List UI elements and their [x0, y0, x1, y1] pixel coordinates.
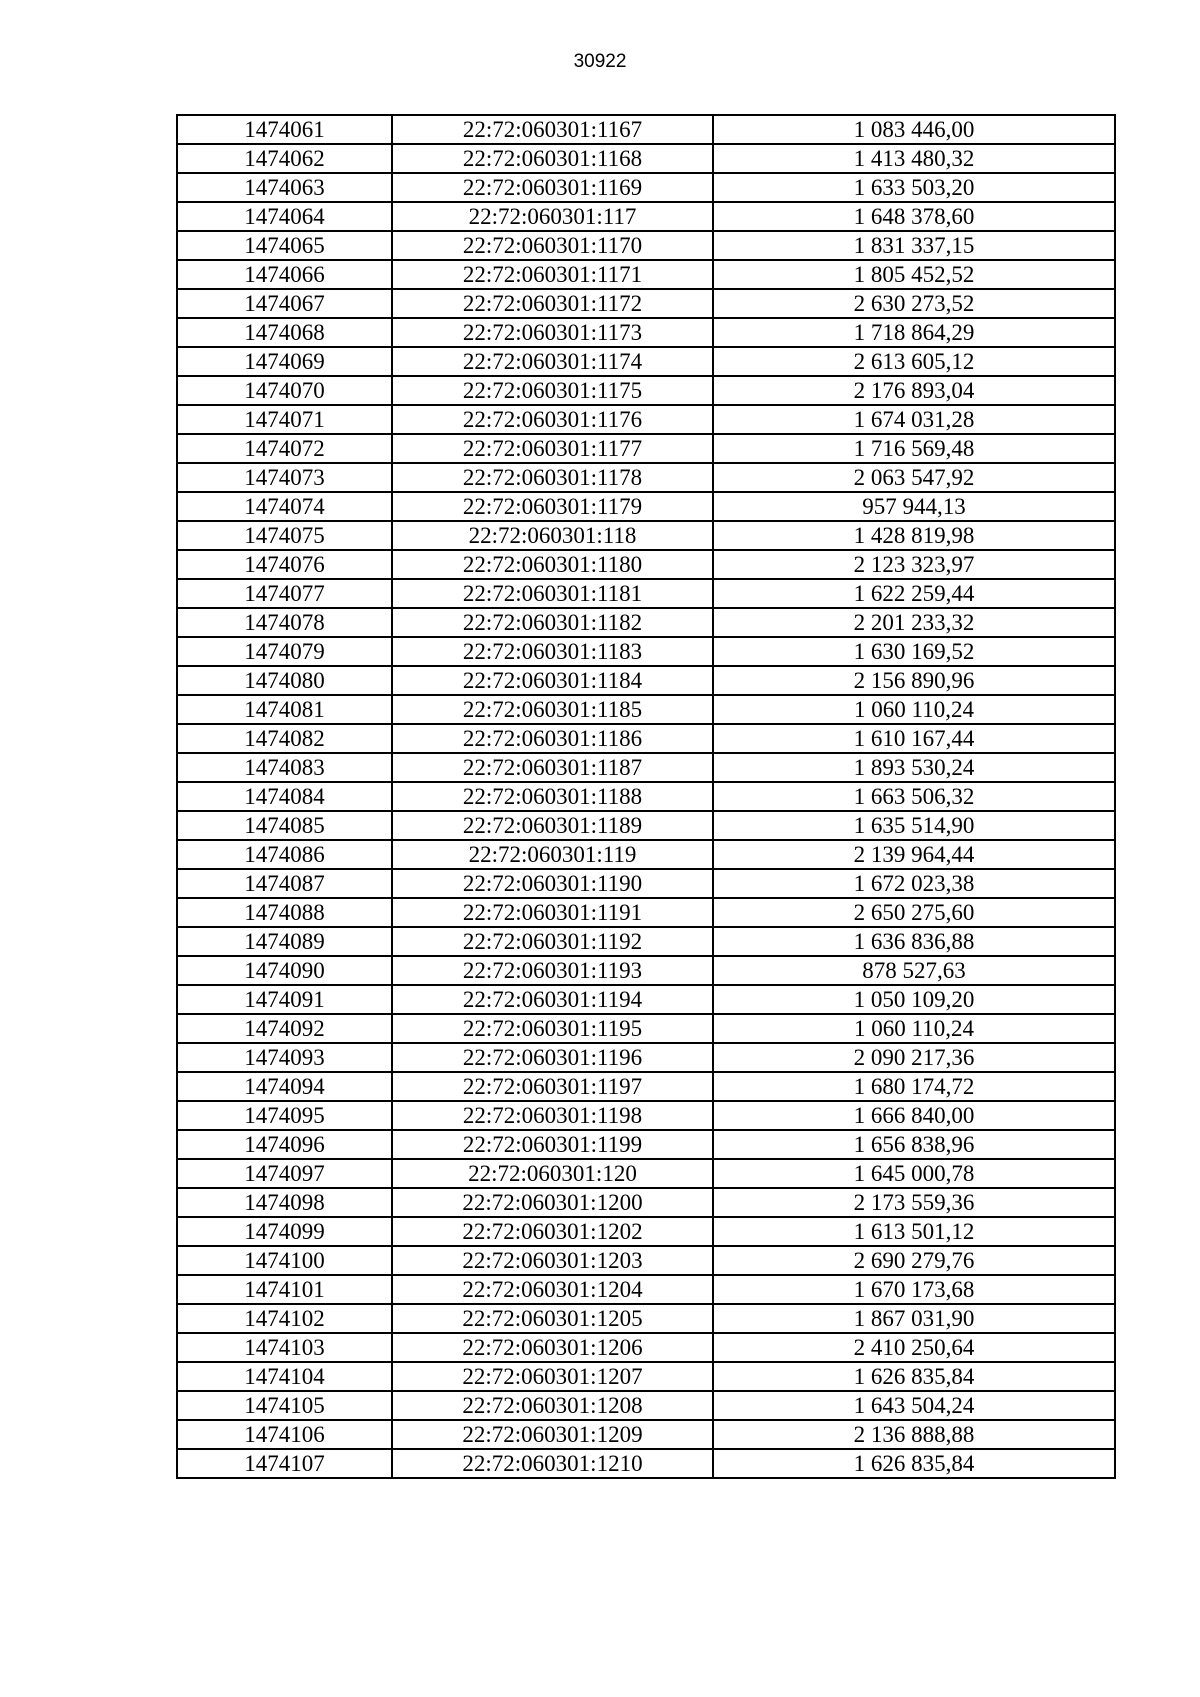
row-number-cell: 1474100: [177, 1246, 392, 1275]
cadastral-value-cell: 1 083 446,00: [713, 115, 1115, 144]
cadastral-value-cell: 1 630 169,52: [713, 637, 1115, 666]
cadastral-number-cell: 22:72:060301:1186: [392, 724, 713, 753]
row-number-cell: 1474090: [177, 956, 392, 985]
cadastral-value-cell: 2 410 250,64: [713, 1333, 1115, 1362]
cadastral-value-cell: 1 060 110,24: [713, 1014, 1115, 1043]
cadastral-number-cell: 22:72:060301:1190: [392, 869, 713, 898]
cadastral-value-cell: 1 893 530,24: [713, 753, 1115, 782]
table-row: [177, 405, 1115, 434]
cadastral-number-cell: 22:72:060301:1195: [392, 1014, 713, 1043]
row-number-cell: 1474067: [177, 289, 392, 318]
cadastral-value-cell: 2 090 217,36: [713, 1043, 1115, 1072]
cadastral-number-cell: 22:72:060301:1180: [392, 550, 713, 579]
row-number-cell: 1474062: [177, 144, 392, 173]
cadastral-value-cell: 1 680 174,72: [713, 1072, 1115, 1101]
cadastral-number-cell: 22:72:060301:1179: [392, 492, 713, 521]
table-row: [177, 1275, 1115, 1304]
cadastral-value-cell: 1 670 173,68: [713, 1275, 1115, 1304]
table-row: [177, 1217, 1115, 1246]
table-row: [177, 463, 1115, 492]
cadastral-value-cell: 957 944,13: [713, 492, 1115, 521]
row-number-cell: 1474096: [177, 1130, 392, 1159]
cadastral-number-cell: 22:72:060301:1192: [392, 927, 713, 956]
table-row: [177, 144, 1115, 173]
cadastral-number-cell: 22:72:060301:1175: [392, 376, 713, 405]
cadastral-number-cell: 22:72:060301:1171: [392, 260, 713, 289]
cadastral-number-cell: 22:72:060301:1167: [392, 115, 713, 144]
cadastral-value-cell: 1 060 110,24: [713, 695, 1115, 724]
table-row: [177, 869, 1115, 898]
row-number-cell: 1474093: [177, 1043, 392, 1072]
cadastral-value-cell: 1 626 835,84: [713, 1362, 1115, 1391]
row-number-cell: 1474095: [177, 1101, 392, 1130]
cadastral-value-cell: 1 674 031,28: [713, 405, 1115, 434]
cadastral-value-cell: 2 613 605,12: [713, 347, 1115, 376]
cadastral-number-cell: 22:72:060301:1168: [392, 144, 713, 173]
row-number-cell: 1474078: [177, 608, 392, 637]
row-number-cell: 1474069: [177, 347, 392, 376]
cadastral-value-cell: 2 690 279,76: [713, 1246, 1115, 1275]
row-number-cell: 1474098: [177, 1188, 392, 1217]
table-row: [177, 1188, 1115, 1217]
table-row: [177, 840, 1115, 869]
cadastral-value-cell: 2 139 964,44: [713, 840, 1115, 869]
table-row: [177, 1420, 1115, 1449]
table-row: [177, 550, 1115, 579]
row-number-cell: 1474084: [177, 782, 392, 811]
table-row: [177, 521, 1115, 550]
row-number-cell: 1474079: [177, 637, 392, 666]
table-row: [177, 753, 1115, 782]
table-row: [177, 1449, 1115, 1478]
cadastral-value-cell: 1 645 000,78: [713, 1159, 1115, 1188]
table-row: [177, 1304, 1115, 1333]
row-number-cell: 1474064: [177, 202, 392, 231]
cadastral-number-cell: 22:72:060301:1187: [392, 753, 713, 782]
table-row: [177, 666, 1115, 695]
cadastral-number-cell: 22:72:060301:1182: [392, 608, 713, 637]
cadastral-number-cell: 22:72:060301:1181: [392, 579, 713, 608]
cadastral-number-cell: 22:72:060301:1196: [392, 1043, 713, 1072]
cadastral-value-cell: 2 201 233,32: [713, 608, 1115, 637]
cadastral-value-cell: 2 176 893,04: [713, 376, 1115, 405]
row-number-cell: 1474103: [177, 1333, 392, 1362]
cadastral-number-cell: 22:72:060301:1198: [392, 1101, 713, 1130]
row-number-cell: 1474077: [177, 579, 392, 608]
row-number-cell: 1474102: [177, 1304, 392, 1333]
row-number-cell: 1474065: [177, 231, 392, 260]
row-number-cell: 1474061: [177, 115, 392, 144]
table-row: [177, 1159, 1115, 1188]
cadastral-number-cell: 22:72:060301:117: [392, 202, 713, 231]
table-body: [177, 115, 1115, 1478]
cadastral-value-cell: 2 063 547,92: [713, 463, 1115, 492]
row-number-cell: 1474066: [177, 260, 392, 289]
cadastral-value-cell: 1 663 506,32: [713, 782, 1115, 811]
row-number-cell: 1474097: [177, 1159, 392, 1188]
cadastral-number-cell: 22:72:060301:1183: [392, 637, 713, 666]
table-row: [177, 608, 1115, 637]
table-row: [177, 202, 1115, 231]
row-number-cell: 1474086: [177, 840, 392, 869]
cadastral-number-cell: 22:72:060301:118: [392, 521, 713, 550]
cadastral-value-cell: 1 643 504,24: [713, 1391, 1115, 1420]
cadastral-number-cell: 22:72:060301:1169: [392, 173, 713, 202]
cadastral-value-cell: 1 636 836,88: [713, 927, 1115, 956]
cadastral-number-cell: 22:72:060301:1173: [392, 318, 713, 347]
table-row: [177, 724, 1115, 753]
cadastral-number-cell: 22:72:060301:1199: [392, 1130, 713, 1159]
table-row: [177, 492, 1115, 521]
cadastral-value-cell: 2 136 888,88: [713, 1420, 1115, 1449]
cadastral-number-cell: 22:72:060301:1174: [392, 347, 713, 376]
table-row: [177, 1246, 1115, 1275]
cadastral-number-cell: 22:72:060301:1207: [392, 1362, 713, 1391]
table-row: [177, 1362, 1115, 1391]
row-number-cell: 1474082: [177, 724, 392, 753]
row-number-cell: 1474070: [177, 376, 392, 405]
row-number-cell: 1474089: [177, 927, 392, 956]
row-number-cell: 1474075: [177, 521, 392, 550]
page-number: 30922: [573, 51, 627, 72]
table-row: [177, 956, 1115, 985]
cadastral-value-cell: 2 156 890,96: [713, 666, 1115, 695]
table-row: [177, 1391, 1115, 1420]
cadastral-number-cell: 22:72:060301:119: [392, 840, 713, 869]
row-number-cell: 1474074: [177, 492, 392, 521]
cadastral-number-cell: 22:72:060301:1170: [392, 231, 713, 260]
cadastral-number-cell: 22:72:060301:1205: [392, 1304, 713, 1333]
table-row: [177, 579, 1115, 608]
cadastral-value-cell: 2 650 275,60: [713, 898, 1115, 927]
row-number-cell: 1474106: [177, 1420, 392, 1449]
cadastral-number-cell: 22:72:060301:1189: [392, 811, 713, 840]
cadastral-value-cell: 1 867 031,90: [713, 1304, 1115, 1333]
row-number-cell: 1474094: [177, 1072, 392, 1101]
cadastral-value-cell: 1 672 023,38: [713, 869, 1115, 898]
table-row: [177, 289, 1115, 318]
cadastral-number-cell: 22:72:060301:1184: [392, 666, 713, 695]
cadastral-value-table: [176, 114, 1116, 1479]
cadastral-number-cell: 22:72:060301:1210: [392, 1449, 713, 1478]
cadastral-value-cell: 1 831 337,15: [713, 231, 1115, 260]
table-row: [177, 1333, 1115, 1362]
cadastral-number-cell: 22:72:060301:1202: [392, 1217, 713, 1246]
cadastral-number-cell: 22:72:060301:1172: [392, 289, 713, 318]
cadastral-value-cell: 2 123 323,97: [713, 550, 1115, 579]
cadastral-value-cell: 1 633 503,20: [713, 173, 1115, 202]
row-number-cell: 1474063: [177, 173, 392, 202]
cadastral-number-cell: 22:72:060301:1193: [392, 956, 713, 985]
table-row: [177, 347, 1115, 376]
cadastral-number-cell: 22:72:060301:1191: [392, 898, 713, 927]
row-number-cell: 1474088: [177, 898, 392, 927]
row-number-cell: 1474107: [177, 1449, 392, 1478]
cadastral-number-cell: 22:72:060301:1203: [392, 1246, 713, 1275]
cadastral-value-cell: 1 622 259,44: [713, 579, 1115, 608]
cadastral-value-cell: 1 648 378,60: [713, 202, 1115, 231]
table-row: [177, 376, 1115, 405]
cadastral-number-cell: 22:72:060301:1204: [392, 1275, 713, 1304]
row-number-cell: 1474104: [177, 1362, 392, 1391]
cadastral-number-cell: 22:72:060301:1176: [392, 405, 713, 434]
table-row: [177, 318, 1115, 347]
cadastral-value-cell: 1 635 514,90: [713, 811, 1115, 840]
row-number-cell: 1474105: [177, 1391, 392, 1420]
table-row: [177, 1014, 1115, 1043]
cadastral-value-cell: 1 716 569,48: [713, 434, 1115, 463]
table-row: [177, 695, 1115, 724]
row-number-cell: 1474076: [177, 550, 392, 579]
row-number-cell: 1474092: [177, 1014, 392, 1043]
table-row: [177, 1101, 1115, 1130]
row-number-cell: 1474080: [177, 666, 392, 695]
cadastral-value-cell: 1 805 452,52: [713, 260, 1115, 289]
row-number-cell: 1474072: [177, 434, 392, 463]
cadastral-number-cell: 22:72:060301:1208: [392, 1391, 713, 1420]
table-row: [177, 1072, 1115, 1101]
row-number-cell: 1474083: [177, 753, 392, 782]
cadastral-value-cell: 2 630 273,52: [713, 289, 1115, 318]
cadastral-value-cell: 1 413 480,32: [713, 144, 1115, 173]
row-number-cell: 1474091: [177, 985, 392, 1014]
cadastral-value-cell: 1 626 835,84: [713, 1449, 1115, 1478]
cadastral-number-cell: 22:72:060301:1206: [392, 1333, 713, 1362]
row-number-cell: 1474085: [177, 811, 392, 840]
cadastral-value-cell: 1 666 840,00: [713, 1101, 1115, 1130]
cadastral-value-cell: 1 610 167,44: [713, 724, 1115, 753]
table-row: [177, 927, 1115, 956]
table-row: [177, 434, 1115, 463]
cadastral-number-cell: 22:72:060301:1185: [392, 695, 713, 724]
table-row: [177, 260, 1115, 289]
table-row: [177, 811, 1115, 840]
table-row: [177, 1130, 1115, 1159]
table-row: [177, 115, 1115, 144]
cadastral-number-cell: 22:72:060301:1209: [392, 1420, 713, 1449]
cadastral-value-cell: 1 428 819,98: [713, 521, 1115, 550]
row-number-cell: 1474081: [177, 695, 392, 724]
cadastral-value-cell: 878 527,63: [713, 956, 1115, 985]
cadastral-number-cell: 22:72:060301:1197: [392, 1072, 713, 1101]
cadastral-number-cell: 22:72:060301:120: [392, 1159, 713, 1188]
table-row: [177, 782, 1115, 811]
cadastral-number-cell: 22:72:060301:1178: [392, 463, 713, 492]
row-number-cell: 1474099: [177, 1217, 392, 1246]
cadastral-number-cell: 22:72:060301:1188: [392, 782, 713, 811]
row-number-cell: 1474101: [177, 1275, 392, 1304]
row-number-cell: 1474073: [177, 463, 392, 492]
cadastral-number-cell: 22:72:060301:1194: [392, 985, 713, 1014]
table-row: [177, 231, 1115, 260]
cadastral-value-cell: 1 656 838,96: [713, 1130, 1115, 1159]
cadastral-value-cell: 1 718 864,29: [713, 318, 1115, 347]
table-row: [177, 898, 1115, 927]
table-row: [177, 173, 1115, 202]
table-row: [177, 985, 1115, 1014]
cadastral-number-cell: 22:72:060301:1177: [392, 434, 713, 463]
cadastral-value-cell: 1 050 109,20: [713, 985, 1115, 1014]
table-row: [177, 1043, 1115, 1072]
cadastral-number-cell: 22:72:060301:1200: [392, 1188, 713, 1217]
cadastral-value-cell: 2 173 559,36: [713, 1188, 1115, 1217]
row-number-cell: 1474087: [177, 869, 392, 898]
row-number-cell: 1474068: [177, 318, 392, 347]
cadastral-value-cell: 1 613 501,12: [713, 1217, 1115, 1246]
table-row: [177, 637, 1115, 666]
row-number-cell: 1474071: [177, 405, 392, 434]
